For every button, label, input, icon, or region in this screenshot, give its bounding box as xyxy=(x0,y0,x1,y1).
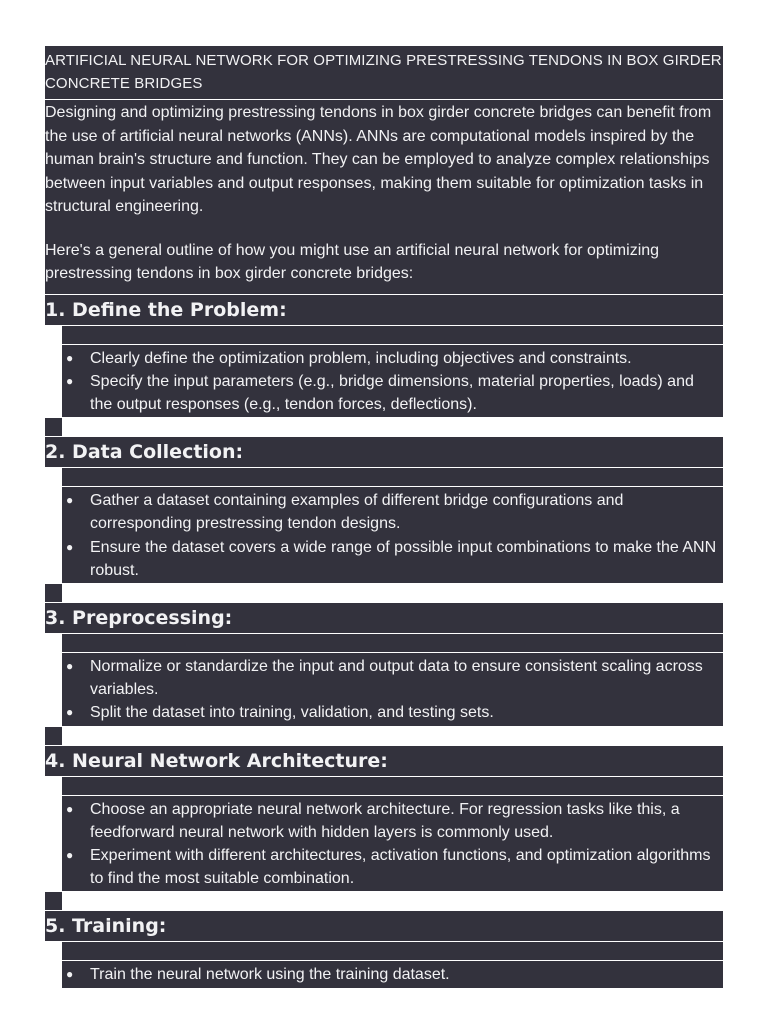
list-item-text: Specify the input parameters (e.g., bridge dimensions, material properties, loads) and the output responses (e.g., tendon forces, deflections). xyxy=(90,372,694,413)
bullet-icon: ● xyxy=(66,350,74,365)
intro xyxy=(45,100,723,295)
document-page xyxy=(45,46,723,989)
bullet-icon: ● xyxy=(66,847,74,862)
bullet-list xyxy=(62,345,723,419)
section-gap xyxy=(45,727,62,746)
list-item-text: Experiment with different architectures, activation functions, and optimization algorithms to find the most suitable combination. xyxy=(90,846,711,888)
section-heading: 1. Define the Problem: xyxy=(45,295,723,326)
list-item-text: Normalize or standardize the input and output data to ensure consistent scaling across variables. xyxy=(90,657,703,699)
section-spacer xyxy=(62,942,723,961)
list-item xyxy=(66,701,723,724)
bullet-list xyxy=(62,653,723,727)
section-spacer xyxy=(62,468,723,487)
bullet-list xyxy=(62,487,723,584)
list-item-text: Gather a dataset containing examples of different bridge configurations and corresponding prestressing tendon designs. xyxy=(90,492,624,533)
list-item xyxy=(66,963,723,986)
section-heading: 4. Neural Network Architecture: xyxy=(45,746,723,777)
bullet-icon: ● xyxy=(66,967,74,982)
section-spacer xyxy=(62,777,723,796)
list-item xyxy=(66,798,723,844)
bullet-icon: ● xyxy=(66,801,74,816)
list-item xyxy=(66,536,723,582)
section-gap xyxy=(45,584,62,603)
bullet-icon: ● xyxy=(66,705,74,720)
bullet-icon: ● xyxy=(66,493,74,508)
intro-paragraph: Here's a general outline of how you might use an artificial neural network for optimizing prestressing tendons in box girder concrete bridges: xyxy=(45,241,660,282)
bullet-icon: ● xyxy=(66,539,74,554)
section-heading: 3. Preprocessing: xyxy=(45,603,723,634)
list-item-text: Ensure the dataset covers a wide range of possible input combinations to make the ANN robust. xyxy=(90,538,717,579)
sections-container xyxy=(45,295,723,989)
list-item-text: Clearly define the optimization problem, including objectives and constraints. xyxy=(90,349,632,367)
intro-paragraph: Designing and optimizing prestressing tendons in box girder concrete bridges can benefit from the use of artificial neural networks (ANNs). ANNs are computational models inspired by the human brain's structure and function. They can be employed to analyze complex relationships between input variables and output responses, making them suitable for optimization tasks in structural engineering. xyxy=(45,104,712,215)
section-heading: 5. Training: xyxy=(45,911,723,942)
section-spacer xyxy=(62,326,723,345)
list-item xyxy=(66,844,723,890)
section-spacer xyxy=(62,634,723,653)
bullet-icon: ● xyxy=(66,373,74,388)
list-item-text: Train the neural network using the training dataset. xyxy=(90,966,450,984)
bullet-icon: ● xyxy=(66,658,74,673)
document-title: ARTIFICIAL NEURAL NETWORK FOR OPTIMIZING PRESTRESSING TENDONS IN BOX GIRDER CONCRETE BRIDGES xyxy=(45,46,723,100)
list-item xyxy=(66,347,723,370)
list-item xyxy=(66,489,723,535)
section-gap xyxy=(45,892,62,911)
bullet-list xyxy=(62,961,723,988)
list-item xyxy=(66,655,723,701)
list-item-text: Choose an appropriate neural network architecture. For regression tasks like this, a feedforward neural network with hidden layers is commonly used. xyxy=(90,800,680,841)
bullet-list xyxy=(62,796,723,893)
section-heading: 2. Data Collection: xyxy=(45,437,723,468)
list-item-text: Split the dataset into training, validation, and testing sets. xyxy=(90,704,494,722)
list-item xyxy=(66,370,723,416)
section-gap xyxy=(45,418,62,437)
